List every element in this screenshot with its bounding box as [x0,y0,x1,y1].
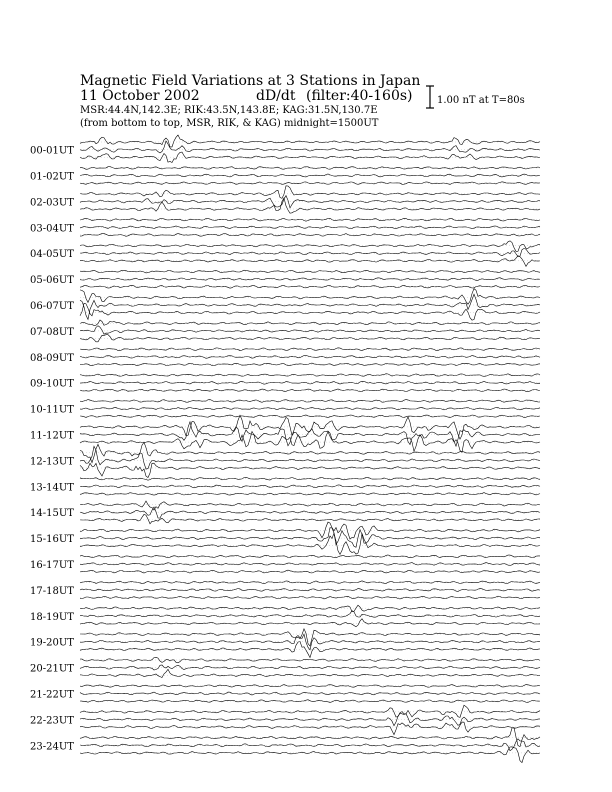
trace-rik-02-03UT [80,196,540,208]
hour-label: 03-04UT [30,223,74,235]
hour-rows [30,135,540,763]
chart-order-note: (from bottom to top, MSR, RIK, & KAG) midnight=1500UT [80,118,379,129]
hour-row-17-18UT [30,581,540,599]
trace-kag-19-20UT [80,629,540,646]
hour-row-13-14UT [30,477,540,495]
trace-rik-04-05UT [80,248,540,256]
hour-row-02-03UT [30,186,540,213]
hour-row-15-16UT [30,522,540,554]
chart-title: Magnetic Field Variations at 3 Stations in Japan [80,73,421,89]
hour-label: 19-20UT [30,637,74,649]
chart-filter: (filter:40-160s) [306,88,413,104]
hour-row-07-08UT [30,320,540,342]
hour-row-11-12UT [30,415,540,452]
scale-bar-label: 1.00 nT at T=80s [437,95,525,106]
hour-row-09-10UT [30,374,540,392]
hour-row-14-15UT [30,501,540,524]
trace-kag-12-13UT [80,442,540,462]
trace-msr-18-19UT [80,619,540,627]
hour-row-05-06UT [30,270,540,288]
hour-label: 16-17UT [30,560,74,571]
trace-rik-12-13UT [80,446,540,469]
trace-msr-07-08UT [80,335,540,342]
hour-row-20-21UT [30,657,540,677]
chart-stations: MSR:44.4N,142.3E; RIK:43.5N,143.8E; KAG:31.5N,130.7E [80,105,378,116]
hour-label: 04-05UT [30,249,74,261]
hour-label: 15-16UT [30,534,74,546]
hour-label: 22-23UT [30,715,74,727]
hour-label: 09-10UT [30,378,74,390]
trace-msr-04-05UT [80,256,540,267]
hour-row-08-09UT [30,348,540,366]
hour-label: 20-21UT [30,663,74,675]
hour-label: 06-07UT [30,301,74,312]
hour-label: 17-18UT [30,585,74,597]
hour-label: 12-13UT [30,456,74,468]
trace-msr-20-21UT [80,669,540,677]
trace-rik-19-20UT [80,634,540,650]
trace-kag-14-15UT [80,501,540,510]
hour-row-06-07UT [30,289,540,321]
trace-msr-14-15UT [80,514,540,523]
hour-row-16-17UT [30,555,540,573]
hour-row-23-24UT [30,728,540,763]
chart-date: 11 October 2002 [80,88,200,104]
hour-label: 05-06UT [30,275,74,287]
trace-kag-23-24UT [80,728,540,747]
trace-msr-06-07UT [80,303,540,320]
hour-row-18-19UT [30,605,540,627]
hour-label: 23-24UT [30,741,74,753]
hour-row-10-11UT [30,400,540,418]
hour-row-21-22UT [30,685,540,703]
trace-rik-07-08UT [80,326,540,335]
trace-msr-15-16UT [80,533,540,554]
hour-label: 13-14UT [30,482,74,494]
hour-label: 00-01UT [30,145,74,157]
hour-label: 21-22UT [30,689,74,701]
trace-kag-18-19UT [80,605,540,611]
hour-row-00-01UT [30,135,540,163]
trace-kag-11-12UT [80,415,540,439]
hour-row-19-20UT [30,629,540,658]
hour-label: 07-08UT [30,326,74,338]
trace-msr-22-23UT [80,722,540,735]
scale-bar [426,86,525,108]
chart-component: dD/dt [256,88,296,104]
hour-label: 10-11UT [30,404,74,416]
hour-row-12-13UT [30,442,540,477]
hour-row-22-23UT [30,705,540,734]
trace-kag-04-05UT [80,241,540,252]
hour-label: 02-03UT [30,197,74,209]
trace-kag-07-08UT [80,320,540,325]
trace-rik-11-12UT [80,422,540,446]
hour-label: 18-19UT [30,611,74,623]
hour-label: 01-02UT [30,171,74,183]
trace-rik-23-24UT [80,739,540,751]
trace-kag-00-01UT [80,135,540,147]
hour-row-04-05UT [30,241,540,267]
hour-label: 11-12UT [30,430,74,442]
trace-rik-14-15UT [80,507,540,518]
trace-kag-02-03UT [80,186,540,199]
hour-row-03-04UT [30,218,540,236]
trace-rik-18-19UT [80,611,540,618]
trace-msr-23-24UT [80,747,540,763]
trace-kag-22-23UT [80,705,540,717]
hour-row-01-02UT [30,167,540,185]
hour-label: 14-15UT [30,508,74,520]
hour-label: 08-09UT [30,352,74,364]
